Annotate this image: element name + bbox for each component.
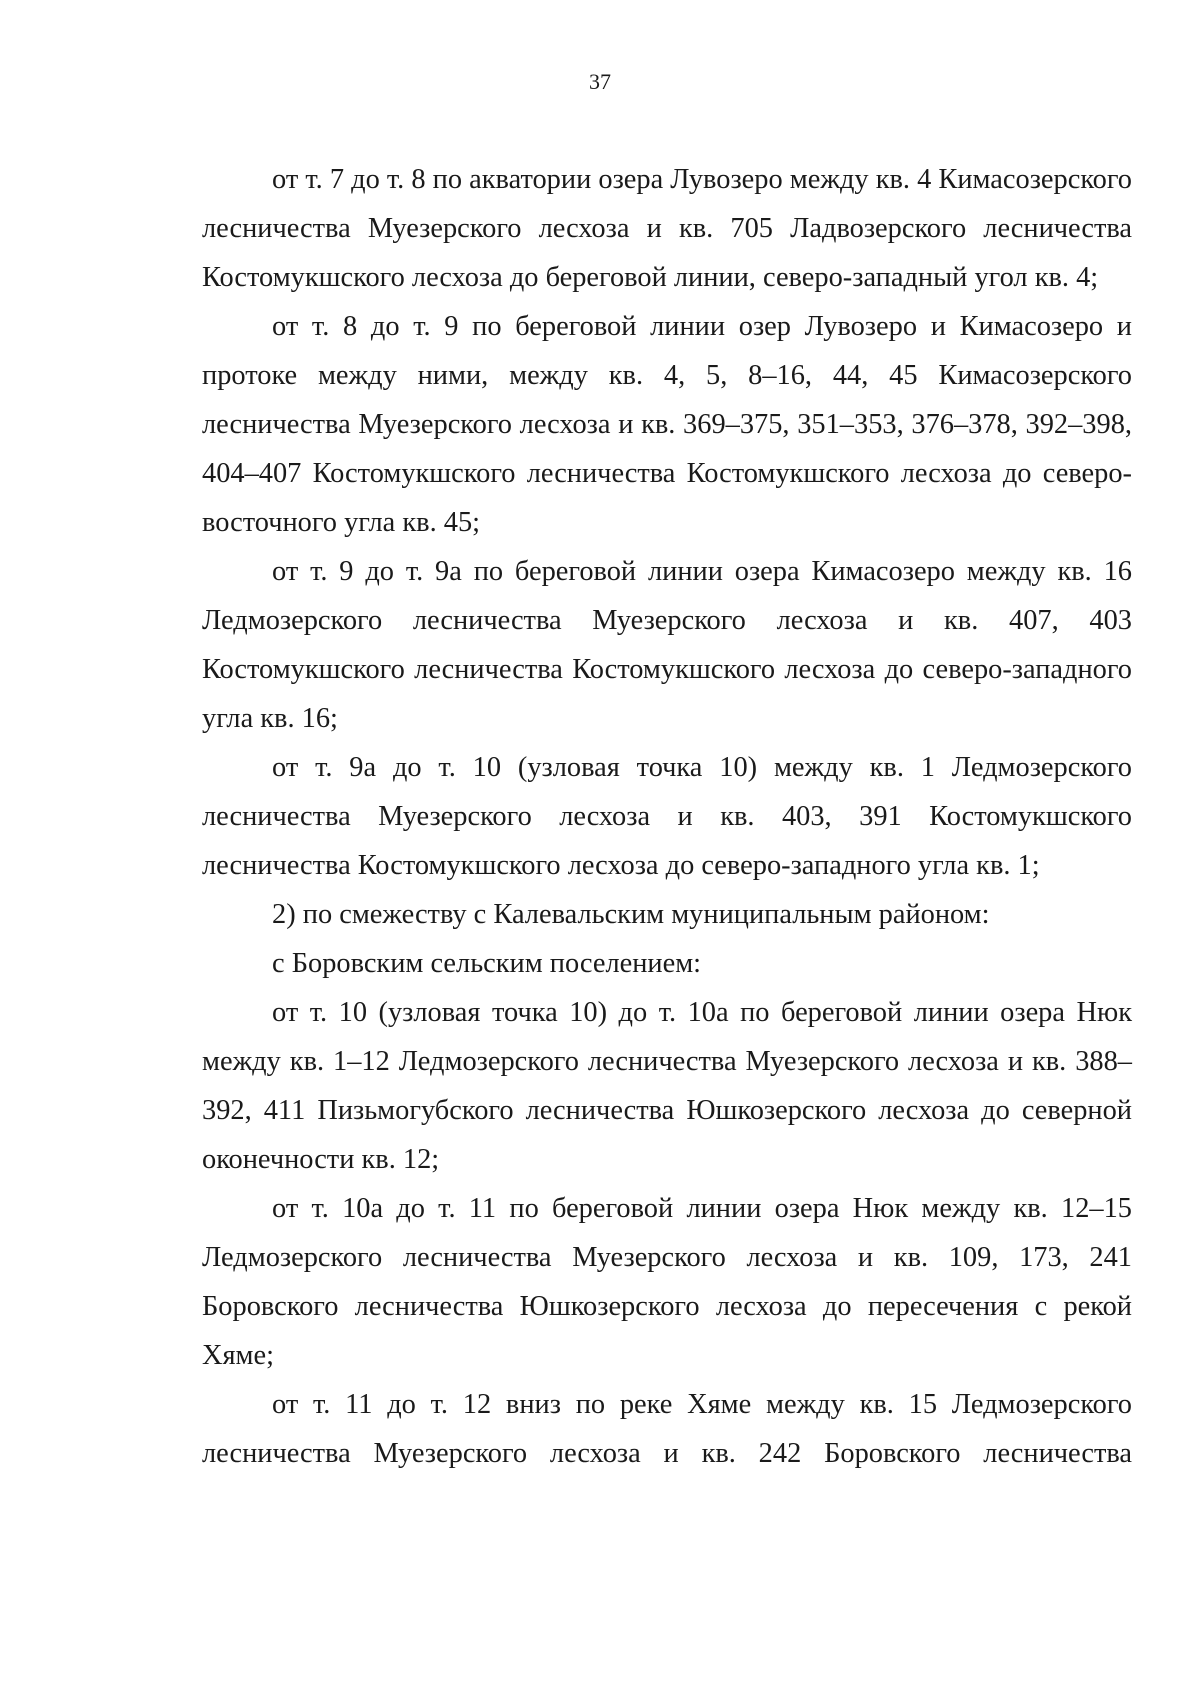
paragraph-7: от т. 10 (узловая точка 10) до т. 10а по береговой линии озера Нюк между кв. 1–12 Ледмозерского лесничества Муезерского лесхоза и кв. 388–392, 411 Пизьмогубского лесничества Юшкозерского лесхоза до северной оконечности кв. 12; (202, 997, 1132, 1175)
paragraph-8: от т. 10а до т. 11 по береговой линии озера Нюк между кв. 12–15 Ледмозерского лесничества Муезерского лесхоза и кв. 109, 173, 241 Боровского лесничества Юшкозерского лесхоза до пересечения с рекой Хяме; (202, 1193, 1132, 1371)
paragraph-4: от т. 9а до т. 10 (узловая точка 10) между кв. 1 Ледмозерского лесничества Муезерского лесхоза и кв. 403, 391 Костомукшского лесничества Костомукшского лесхоза до северо-западного угла кв. 1; (202, 752, 1132, 881)
document-body (202, 155, 1132, 1478)
paragraph-6: с Боровским сельским поселением: (272, 948, 702, 979)
paragraph-2: от т. 8 до т. 9 по береговой линии озер Лувозеро и Кимасозеро и протоке между ними, между кв. 4, 5, 8–16, 44, 45 Кимасозерского лесничества Муезерского лесхоза и кв. 369–375, 351–353, 376–378, 392–398, 404–407 Костомукшского лесничества Костомукшского лесхоза до северо-восточного угла кв. 45; (202, 311, 1132, 538)
page-number: 37 (589, 69, 611, 94)
paragraph-5: 2) по смежеству с Калевальским муниципальным районом: (272, 899, 990, 930)
paragraph-3: от т. 9 до т. 9а по береговой линии озера Кимасозеро между кв. 16 Ледмозерского лесничества Муезерского лесхоза и кв. 407, 403 Костомукшского лесничества Костомукшского лесхоза до северо-западного угла кв. 16; (202, 556, 1132, 734)
paragraph-9: от т. 11 до т. 12 вниз по реке Хяме между кв. 15 Ледмозерского лесничества Муезерского лесхоза и кв. 242 Боровского лесничества (202, 1389, 1132, 1469)
paragraph-1: от т. 7 до т. 8 по акватории озера Лувозеро между кв. 4 Кимасозерского лесничества Муезерского лесхоза и кв. 705 Ладвозерского лесничества Костомукшского лесхоза до береговой линии, северо-западный угол кв. 4; (202, 164, 1132, 293)
